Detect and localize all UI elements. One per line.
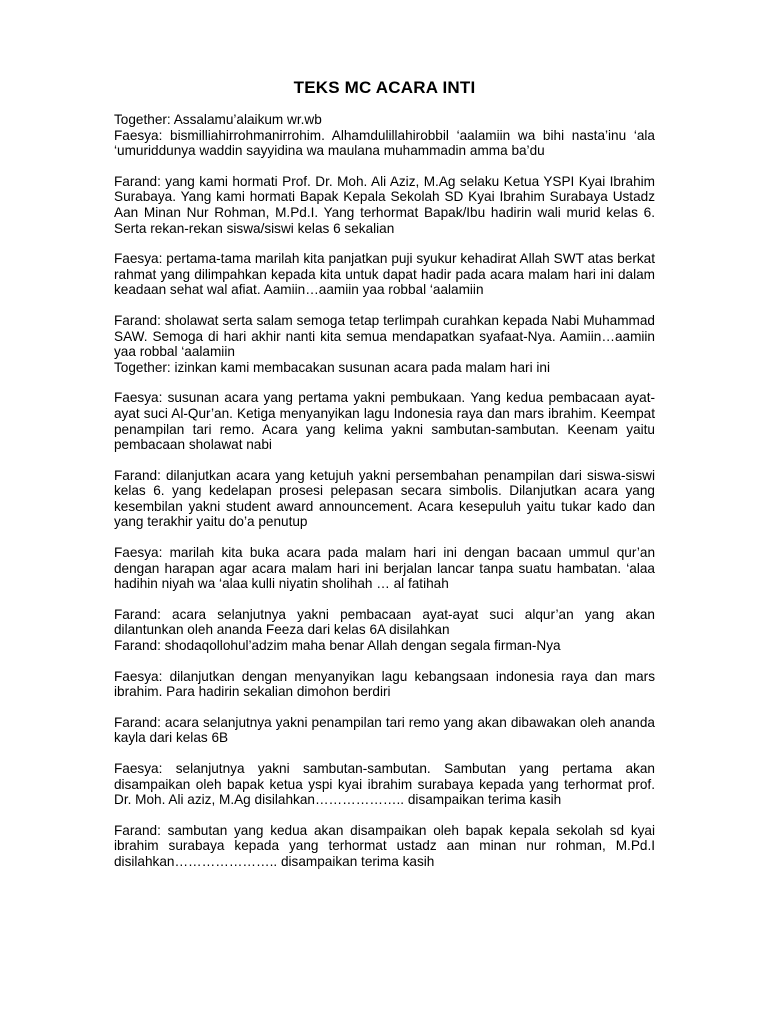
- paragraph-block: [114, 174, 655, 236]
- document-page: [114, 76, 655, 885]
- paragraph-line: Farand: yang kami hormati Prof. Dr. Moh. Ali Aziz, M.Ag selaku Ketua YSPI Kyai Ibrahim Surabaya. Yang kami hormati Bapak Kepala Sekolah SD Kyai Ibrahim Surabaya Ustadz Aan Minan Nur Rohman, M.Pd.I. Yang terhormat Bapak/Ibu hadirin wali murid kelas 6. Serta rekan-rekan siswa/siswi kelas 6 sekalian: [114, 173, 655, 236]
- paragraph-block: [114, 468, 655, 530]
- paragraph-block: [114, 823, 655, 870]
- paragraph-block: [114, 607, 655, 654]
- paragraph-line: Together: izinkan kami membacakan susunan acara pada malam hari ini: [114, 359, 550, 375]
- paragraph-line: Faesya: dilanjutkan dengan menyanyikan lagu kebangsaan indonesia raya dan mars ibrahim. Para hadirin sekalian dimohon berdiri: [114, 668, 655, 700]
- paragraph-block: [114, 545, 655, 592]
- paragraph-block: [114, 112, 655, 159]
- paragraph-line: Farand: acara selanjutnya yakni pembacaan ayat-ayat suci alqur’an yang akan dilantunkan oleh ananda Feeza dari kelas 6A disilahkan: [114, 606, 655, 638]
- paragraph-block: [114, 251, 655, 298]
- paragraph-block: [114, 715, 655, 746]
- paragraph-line: Together: Assalamu’alaikum wr.wb: [114, 112, 322, 127]
- paragraph-line: Farand: acara selanjutnya yakni penampilan tari remo yang akan dibawakan oleh ananda kayla dari kelas 6B: [114, 714, 655, 746]
- document-title: TEKS MC ACARA INTI: [293, 78, 476, 97]
- paragraph-line: Farand: shodaqollohul’adzim maha benar Allah dengan segala firman-Nya: [114, 638, 561, 654]
- paragraph-block: [114, 761, 655, 808]
- paragraph-block: [114, 669, 655, 700]
- paragraph-block: [114, 390, 655, 452]
- paragraph-line: Faesya: susunan acara yang pertama yakni pembukaan. Yang kedua pembacaan ayat-ayat suci Al-Qur’an. Ketiga menyanyikan lagu Indonesia raya dan mars ibrahim. Keempat penampilan tari remo. Acara yang kelima yakni sambutan-sambutan. Keenam yaitu pembacaan sholawat nabi: [114, 390, 655, 453]
- paragraph-line: Faesya: selanjutnya yakni sambutan-sambutan. Sambutan yang pertama akan disampaikan oleh bapak ketua yspi kyai ibrahim surabaya kepada yang terhormat prof. Dr. Moh. Ali aziz, M.Ag disilahkan……………….. disampaikan terima kasih: [114, 761, 655, 808]
- paragraph-line: Farand: dilanjutkan acara yang ketujuh yakni persembahan penampilan dari siswa-siswi kelas 6. yang kedelapan prosesi pelepasan secara simbolis. Dilanjutkan acara yang kesembilan yakni student award announcement. Acara kesepuluh yaitu tukar kado dan yang terakhir yaitu do’a penutup: [114, 467, 655, 530]
- paragraph-line: Faesya: pertama-tama marilah kita panjatkan puji syukur kehadirat Allah SWT atas berkat rahmat yang dilimpahkan kepada kita untuk dapat hadir pada acara malam hari ini dalam keadaan sehat wal afiat. Aamiin…aamiin yaa robbal ‘aalamiin: [114, 251, 655, 298]
- paragraph-line: Faesya: bismilliahirrohmanirrohim. Alhamdulillahirobbil ‘aalamiin wa bihi nasta’inu ‘ala ‘umuriddunya waddin sayyidina wa maulana muhammadin amma ba’du: [114, 127, 655, 159]
- document-body: [114, 112, 655, 870]
- paragraph-block: [114, 313, 655, 375]
- paragraph-line: Farand: sholawat serta salam semoga tetap terlimpah curahkan kepada Nabi Muhammad SAW. Semoga di hari akhir nanti kita semua mendapatkan syafaat-Nya. Aamiin…aamiin yaa robbal ‘aalamiin: [114, 312, 655, 360]
- paragraph-line: Farand: sambutan yang kedua akan disampaikan oleh bapak kepala sekolah sd kyai ibrahim surabaya kepada yang terhormat ustadz aan minan nur rohman, M.Pd.I disilahkan………………….. disampaikan terima kasih: [114, 822, 655, 869]
- paragraph-line: Faesya: marilah kita buka acara pada malam hari ini dengan bacaan ummul qur’an dengan harapan agar acara malam hari ini berjalan lancar tanpa suatu hambatan. ‘alaa hadihin niyah wa ‘alaa kulli niyatin sholihah … al fatihah: [114, 545, 655, 592]
